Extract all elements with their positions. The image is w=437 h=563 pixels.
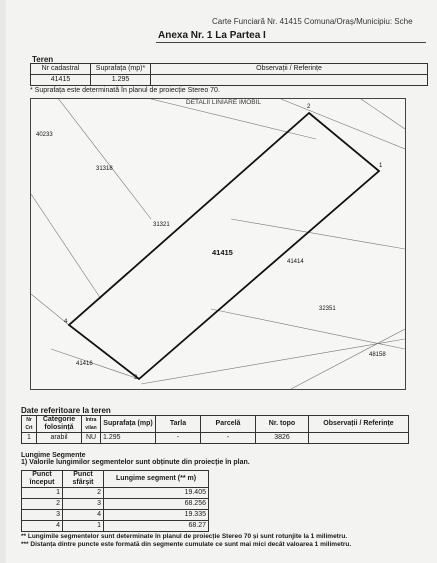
hdr-nr-crt: Nr Crt <box>22 416 37 433</box>
suprafata-note: * Suprafața este determinată în planul de proiecție Stereo 70. <box>30 87 220 94</box>
date-referitoare-table <box>21 415 409 444</box>
segment-length: 19.405 <box>104 488 209 499</box>
segment-start: 1 <box>22 488 63 499</box>
teren-title: Teren <box>32 55 54 64</box>
segment-end: 1 <box>63 521 104 532</box>
label-parcel-32351: 32351 <box>319 306 336 312</box>
observatii-value <box>151 75 428 86</box>
footnote-distanta: *** Distanța dintre puncte este formată din segmente cumulate ce sunt mai mici decât valoarea 1 milimetru. <box>21 541 352 548</box>
cell-parcela: - <box>201 433 256 444</box>
cell-observatii <box>309 433 409 444</box>
anexa-title: Anexa Nr. 1 La Partea I <box>158 30 266 41</box>
header-rule <box>156 42 426 43</box>
label-parcel-31318: 31318 <box>96 166 113 172</box>
segment-end: 2 <box>63 488 104 499</box>
carte-funciara-header: Carte Funciară Nr. 41415 Comuna/Oraș/Municipiu: Sche <box>212 17 413 26</box>
segment-length: 68.27 <box>104 521 209 532</box>
hdr-parcela: Parcelă <box>201 416 256 433</box>
point-3-label: 3 <box>134 375 138 381</box>
parcel-sketch-svg <box>31 99 405 389</box>
cell-categorie: arabil <box>37 433 82 444</box>
nr-cadastral-value: 41415 <box>31 75 91 86</box>
label-parcel-41414: 41414 <box>287 259 304 265</box>
label-parcel-41416: 41416 <box>76 361 93 367</box>
segment-start: 4 <box>22 521 63 532</box>
label-parcel-48158: 48158 <box>369 352 386 358</box>
segment-row <box>22 521 209 532</box>
cell-intravilan: NU <box>82 433 101 444</box>
segment-row <box>22 488 209 499</box>
hdr-nr-topo: Nr. topo <box>256 416 309 433</box>
point-1-label: 1 <box>379 163 383 169</box>
col-nr-cadastral: Nr cadastral <box>31 64 91 75</box>
segment-end: 4 <box>63 510 104 521</box>
point-4-label: 4 <box>64 319 68 325</box>
cell-nr-crt: 1 <box>22 433 37 444</box>
teren-table <box>30 63 428 86</box>
hdr-lungime-segment: Lungime segment (** m) <box>104 471 209 488</box>
hdr-suprafata: Suprafața (mp) <box>101 416 156 433</box>
hdr-categorie: Categorie folosință <box>37 416 82 433</box>
parcel-drawing <box>30 98 406 390</box>
cell-nr-topo: 3826 <box>256 433 309 444</box>
segment-end: 3 <box>63 499 104 510</box>
segment-start: 2 <box>22 499 63 510</box>
segment-row <box>22 510 209 521</box>
segment-row <box>22 499 209 510</box>
cell-suprafata: 1.295 <box>101 433 156 444</box>
lungime-subtitle: 1) Valorile lungimilor segmentelor sunt obținute din proiecție în plan. <box>21 459 250 466</box>
neighbor-lines <box>31 99 405 389</box>
segment-length: 68.256 <box>104 499 209 510</box>
point-2-label: 2 <box>307 104 311 110</box>
hdr-punct-inceput: Punct început <box>22 471 63 488</box>
suprafata-value: 1.295 <box>91 75 151 86</box>
cell-tarla: - <box>156 433 201 444</box>
label-parcel-40233: 40233 <box>36 132 53 138</box>
hdr-punct-sfarsit: Punct sfârșit <box>63 471 104 488</box>
col-suprafata: Suprafața (mp)* <box>91 64 151 75</box>
segment-length: 19.335 <box>104 510 209 521</box>
col-observatii: Observații / Referințe <box>151 64 428 75</box>
date-referitoare-title: Date referitoare la teren <box>21 406 111 415</box>
hdr-intravilan: Intra vilan <box>82 416 101 433</box>
hdr-tarla: Tarla <box>156 416 201 433</box>
lungime-title: Lungime Segmente <box>21 452 86 459</box>
parcel-41415-outline <box>69 113 379 379</box>
label-parcel-31321: 31321 <box>153 222 170 228</box>
segment-start: 3 <box>22 510 63 521</box>
lungime-table <box>21 470 209 532</box>
label-parcel-41415: 41415 <box>212 248 233 257</box>
footnote-lungimi: ** Lungimile segmentelor sunt determinate în planul de proiecție Stereo 70 și sunt rotunjite la 1 milimetru. <box>21 533 348 540</box>
hdr-observatii: Observații / Referințe <box>309 416 409 433</box>
drawing-title: DETALII LINIARE IMOBIL <box>186 99 262 106</box>
